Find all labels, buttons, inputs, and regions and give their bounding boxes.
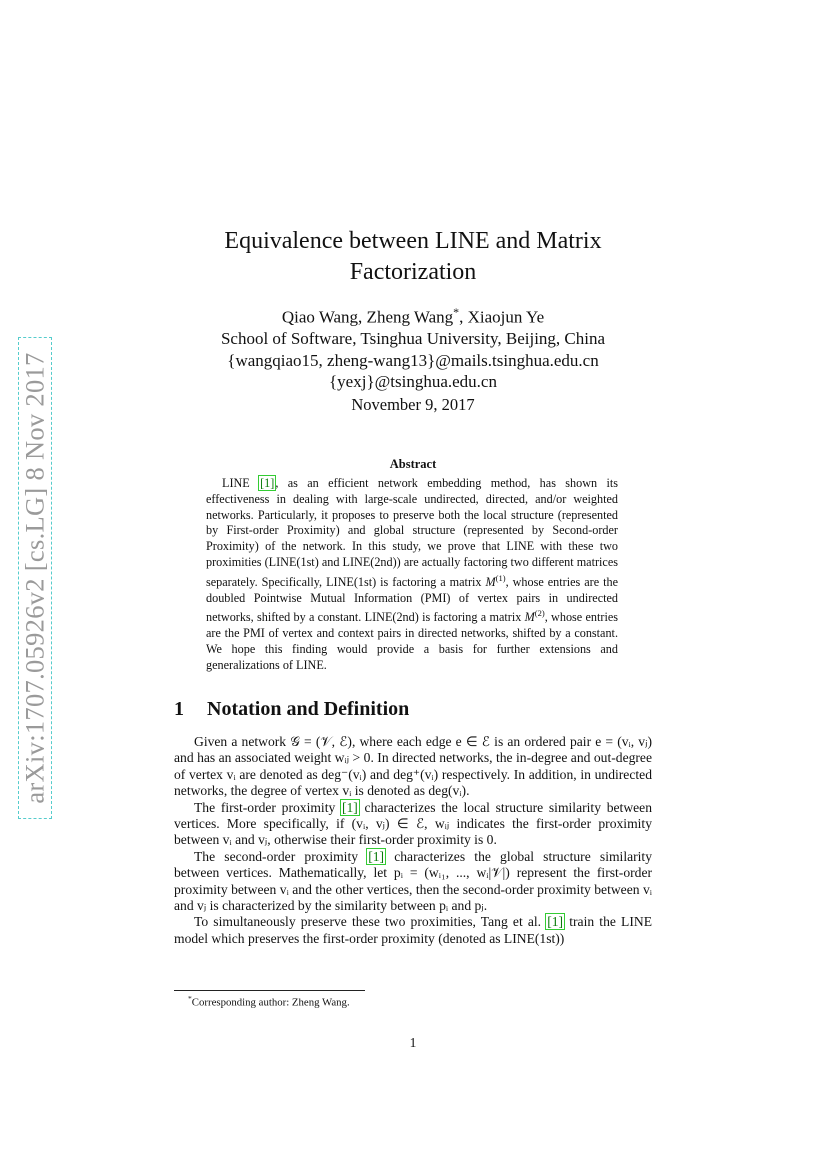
paragraph-4-text-b: train the LINE model which preserves the first-order proximity (denoted as LINE(1st)) [174, 914, 653, 946]
paragraph-3-text-b: characterizes the global structure similarity between vertices. Mathematically, let pᵢ = (wᵢ₁, ..., wᵢ|𝒱|) represent the first-order proximity between vᵢ and the other vertices, then the second-order proximity between vᵢ and vⱼ is characterized by the similarity between pᵢ and pⱼ. [174, 848, 653, 914]
footnote [174, 994, 652, 1009]
section-number: 1 [174, 698, 184, 720]
email-line-1: {wangqiao15, zheng-wang13}@mails.tsinghua.edu.cn [227, 350, 599, 370]
abstract-line-ref: LINE [222, 476, 250, 490]
abstract-text-2: , whose entries are the doubled Pointwise Mutual Information (PMI) of vertex pairs in undirected networks, shifted by a constant. LINE(2nd) is factoring a matrix [206, 574, 618, 625]
citation-link[interactable]: [1] [260, 476, 275, 490]
section-heading [174, 698, 652, 721]
paragraph-2 [174, 800, 652, 849]
matrix-m2: M [524, 610, 535, 625]
footnote-rule [174, 990, 365, 991]
title-line-1: Equivalence between LINE and Matrix [224, 228, 602, 254]
author-list-last: , Xiaojun Ye [459, 307, 545, 327]
author-names [174, 302, 652, 328]
abstract-text-3: , whose entries are the PMI of vertex and context pairs in directed networks, shifted by a constant. We hope this finding would provide a basis for further extensions and generalizations of LINE. [206, 610, 618, 672]
title-line-2: Factorization [349, 259, 477, 285]
footnote-text: Corresponding author: Zheng Wang. [191, 996, 350, 1009]
section-title: Notation and Definition [207, 698, 410, 720]
page-number: 1 [409, 1035, 417, 1050]
citation-link[interactable]: [1] [368, 848, 385, 864]
author-block [174, 302, 652, 393]
abstract-text-1: , as an efficient network embedding method, has shown its effectiveness in dealing with large-scale undirected, directed, and/or weighted networks. Particularly, it proposes to preserve both the local structure (represented by First-order Proximity) and global structure (represented by Second-order Proximity) of the network. In this study, we prove that LINE with these two proximities (LINE(1st) and LINE(2nd)) are actually factoring two different matrices separately. Specifically, LINE(1st) is factoring a matrix [206, 476, 619, 589]
paragraph-3-text-a: The second-order proximity [194, 848, 368, 864]
citation-link[interactable]: [1] [341, 799, 358, 815]
citation-link[interactable]: [1] [547, 914, 564, 930]
arxiv-identifier-text: arXiv:1707.05926v2 [cs.LG] 8 Nov 2017 [19, 352, 50, 804]
section-body [174, 734, 652, 947]
paragraph-2-text-b: characterizes the local structure similarity between vertices. More specifically, if (vᵢ, vⱼ) ∈ ℰ, wᵢⱼ indicates the first-order proximity between vᵢ and vⱼ, otherwise their first-order proximity is 0. [174, 799, 652, 848]
matrix-m1-sup: (1) [495, 572, 506, 583]
footnote-mark: * [188, 994, 192, 1003]
matrix-m2-sup: (2) [534, 608, 545, 619]
abstract-heading: Abstract [389, 457, 437, 471]
arxiv-identifier-stamp [18, 337, 52, 819]
paragraph-4-text-a: To simultaneously preserve these two proximities, Tang et al. [194, 914, 547, 930]
email-line-2: {yexj}@tsinghua.edu.cn [329, 372, 497, 392]
paragraph-1: Given a network 𝒢 = (𝒱, ℰ), where each edge e ∈ ℰ is an ordered pair e = (vᵢ, vⱼ) and has an associated weight wᵢⱼ > 0. In directed networks, the in-degree and out-degree of vertex vᵢ are denoted as deg⁻(vᵢ) and deg⁺(vᵢ) respectively. In addition, in undirected networks, the degree of vertex vᵢ is denoted as deg(vᵢ). [174, 734, 652, 799]
paragraph-2-text-a: The first-order proximity [194, 799, 341, 815]
matrix-m1: M [485, 574, 496, 589]
paragraph-3 [174, 849, 652, 915]
paper-title [174, 226, 652, 288]
affiliation: School of Software, Tsinghua University, Beijing, China [220, 329, 606, 349]
corresponding-author-mark: * [453, 305, 460, 319]
author-list: Qiao Wang, Zheng Wang [281, 307, 454, 327]
paragraph-4 [174, 914, 652, 947]
paper-date: November 9, 2017 [351, 395, 475, 414]
abstract-body [206, 476, 618, 674]
